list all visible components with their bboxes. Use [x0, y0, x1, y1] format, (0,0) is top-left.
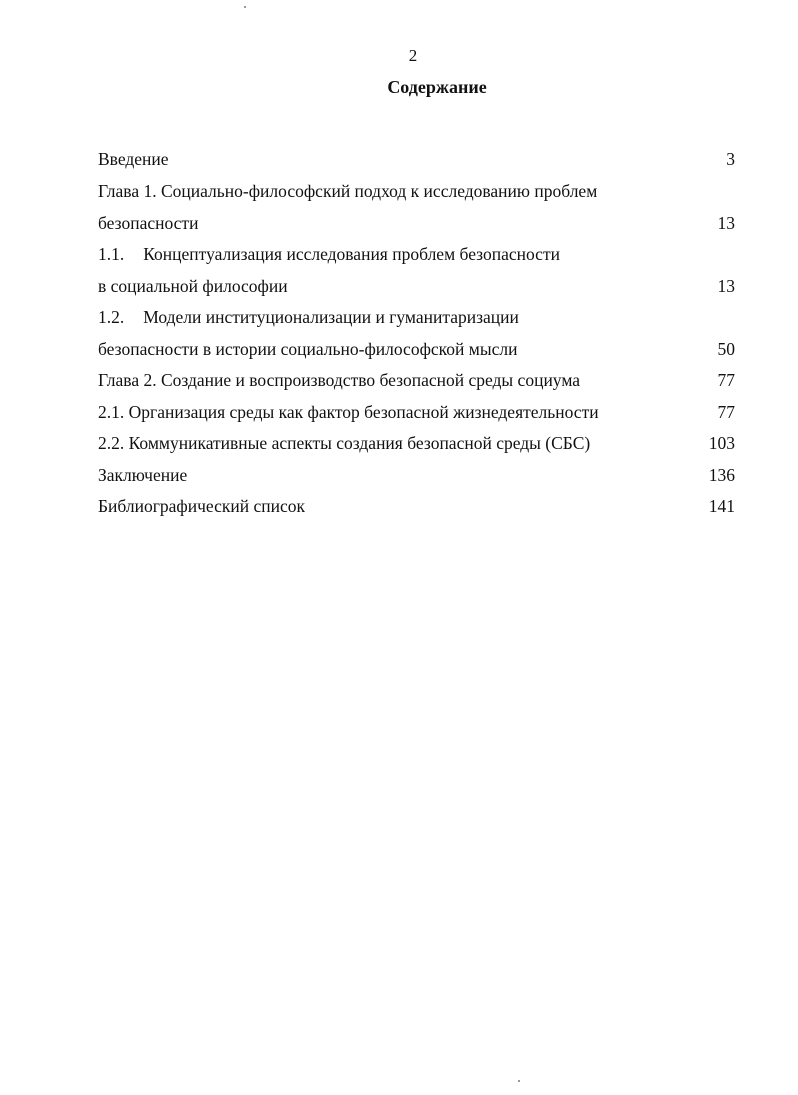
toc-entry-page: 3 [726, 149, 735, 169]
toc-entry-text: 2.2. Коммуникативные аспекты создания безопасной среды (СБС) [98, 433, 591, 453]
toc-entry-page: 50 [717, 338, 735, 359]
toc-entry-text: Введение [98, 149, 169, 169]
toc-entry-chapter-1 [98, 176, 743, 208]
table-of-contents [98, 144, 743, 523]
toc-entry-bibliography [98, 491, 743, 523]
toc-entry-page: 141 [708, 496, 735, 516]
page-number: 2 [408, 46, 418, 65]
toc-entry-page: 13 [717, 212, 735, 233]
toc-entry-section-2-1 [98, 397, 743, 429]
toc-entry-page: 13 [717, 275, 735, 296]
toc-entry-section-1-2-cont [98, 334, 743, 366]
toc-entry-page: 136 [708, 464, 735, 485]
toc-entry-chapter-2 [98, 365, 743, 397]
toc-entry-text: Глава 2. Создание и воспроизводство безопасной среды социума [98, 370, 581, 390]
toc-entry-section-1-1 [98, 239, 743, 271]
toc-entry-title: Модели институционализации и гуманитаризации [143, 307, 519, 327]
toc-title: Содержание [387, 77, 487, 97]
toc-entry-section-2-2 [98, 428, 743, 460]
toc-entry-text [98, 302, 519, 334]
scan-speck-bottom [518, 1080, 520, 1082]
toc-entry-conclusion [98, 460, 743, 492]
toc-entry-number: 1.1. [98, 244, 125, 264]
toc-entry-chapter-1-cont [98, 208, 743, 240]
toc-entry-text: Заключение [98, 464, 188, 485]
toc-entry-section-1-1-cont [98, 271, 743, 303]
toc-entry-number: 1.2. [98, 307, 125, 327]
toc-entry-title: Концептуализация исследования проблем безопасности [143, 244, 560, 264]
toc-entry-text: безопасности [98, 212, 199, 233]
toc-entry-page: 77 [717, 401, 735, 422]
toc-entry-text: Библиографический список [98, 496, 306, 516]
scan-speck-top [244, 6, 246, 8]
toc-entry-text [98, 239, 560, 271]
toc-entry-introduction [98, 144, 743, 176]
toc-entry-section-1-2 [98, 302, 743, 334]
toc-entry-text: Глава 1. Социально-философский подход к исследованию проблем [98, 181, 598, 201]
toc-entry-text: в социальной философии [98, 275, 288, 296]
toc-entry-text: 2.1. Организация среды как фактор безопасной жизнедеятельности [98, 401, 599, 422]
toc-entry-page: 77 [717, 370, 735, 390]
toc-entry-text: безопасности в истории социально-философской мысли [98, 338, 518, 359]
toc-entry-page: 103 [708, 433, 735, 453]
